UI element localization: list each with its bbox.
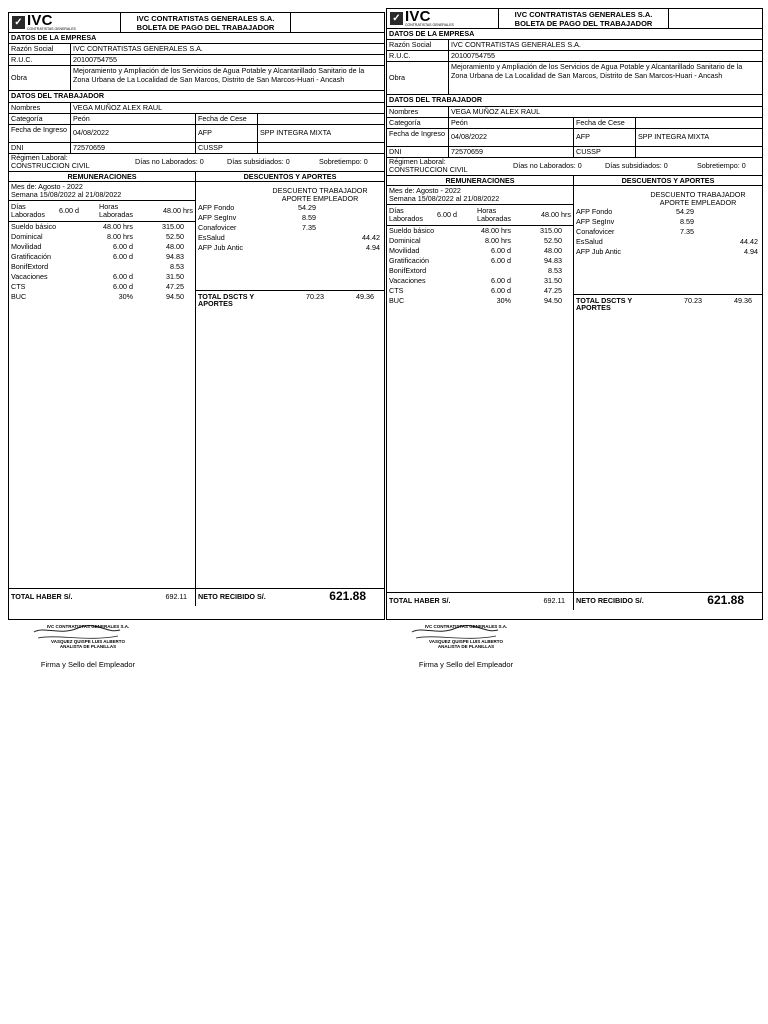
descuento-label: EsSalud — [576, 237, 603, 247]
company-logo — [387, 9, 499, 28]
ruc-value: 20100754755 — [451, 51, 495, 61]
descuento-label: AFP SegInv — [198, 213, 237, 223]
remuneracion-row — [387, 256, 573, 266]
regimen-label: Régimen Laboral: — [389, 157, 446, 167]
afp-value: SPP INTEGRA MIXTA — [260, 127, 332, 137]
remuneracion-label: Dominical — [11, 231, 43, 241]
signature-role: ANALISTA DE PLANILLAS — [437, 644, 495, 650]
remuneracion-amount: 47.25 — [166, 281, 184, 291]
semana-label: Semana 15/08/2022 al 21/08/2022 — [389, 193, 500, 203]
dias-subsidiados: Días subsidiados: 0 — [227, 156, 290, 166]
ruc-label: R.U.C. — [9, 55, 71, 65]
remuneracion-label: Gratificación — [11, 251, 51, 261]
remuneracion-qty: 6.00 d — [491, 255, 511, 265]
total-aporte-value: 49.36 — [356, 291, 374, 301]
remuneracion-row — [9, 242, 195, 252]
dni-label: DNI — [9, 143, 71, 153]
signature-caption: Firma y Sello del Empleador — [40, 660, 136, 669]
obra-label: Obra — [9, 66, 71, 90]
categoria-value: Peón — [71, 114, 196, 124]
remuneracion-qty: 48.00 hrs — [103, 221, 133, 231]
company-section-title: DATOS DE LA EMPRESA — [9, 33, 384, 44]
descuentos-list — [196, 204, 384, 254]
descuento-row — [196, 204, 384, 214]
remuneraciones-list — [9, 222, 195, 302]
obra-label: Obra — [387, 62, 449, 94]
remuneracion-row — [9, 272, 195, 282]
logo-check-icon: ✓ — [12, 16, 25, 29]
remuneracion-row — [387, 276, 573, 286]
descuento-label: Conafovicer — [576, 227, 615, 237]
horas-laboradas-value: 48.00 hrs — [163, 206, 193, 216]
descuento-row — [196, 214, 384, 224]
razon-social-value: IVC CONTRATISTAS GENERALES S.A. — [73, 44, 203, 54]
obra-value: Mejoramiento y Ampliación de los Servicios de Agua Potable y Alcantarillado Sanitario de la Zona Urbana de La Localidad de San Marcos, Distrito de San Marcos-Huari - Ancash — [73, 66, 365, 84]
dias-no-laborados: Días no Laborados: 0 — [135, 156, 204, 166]
remuneracion-row — [9, 292, 195, 302]
razon-social-label: Razón Social — [9, 44, 71, 54]
dias-laborados-value: 6.00 d — [437, 209, 457, 219]
total-haber-label: TOTAL HABER S/. — [11, 591, 73, 601]
total-descuento-value: 70.23 — [684, 295, 702, 305]
descuento-label: AFP Fondo — [576, 207, 613, 217]
mes-label: Mes de: Agosto - 2022 — [11, 181, 83, 191]
total-dscts-label: TOTAL DSCTS Y APORTES — [576, 295, 633, 313]
remuneracion-amount: 94.50 — [544, 295, 562, 305]
payslip-right — [386, 8, 763, 669]
remuneracion-qty: 6.00 d — [113, 251, 133, 261]
fecha-ingreso-value: 04/08/2022 — [71, 125, 196, 142]
company-logo — [9, 13, 121, 32]
fecha-ingreso-value: 04/08/2022 — [449, 129, 574, 146]
remuneracion-label: Movilidad — [389, 245, 420, 255]
total-haber-value: 692.11 — [165, 591, 187, 601]
neto-recibido-label: NETO RECIBIDO S/. — [576, 595, 644, 605]
remuneracion-qty: 8.00 hrs — [485, 235, 511, 245]
cussp-label: CUSSP — [574, 147, 636, 157]
dni-value: 72570659 — [449, 147, 574, 157]
nombres-label: Nombres — [387, 107, 449, 117]
descuentos-column — [196, 182, 384, 606]
remuneracion-row — [387, 226, 573, 236]
regimen-value: CONSTRUCCION CIVIL — [11, 161, 90, 171]
descuento-row — [196, 244, 384, 254]
descuento-label: AFP SegInv — [576, 217, 615, 227]
worker-section-title: DATOS DEL TRABAJADOR — [387, 95, 762, 106]
remuneracion-row — [9, 252, 195, 262]
remuneracion-row — [387, 266, 573, 276]
neto-recibido-value: 621.88 — [707, 593, 744, 608]
remuneracion-label: Gratificación — [389, 255, 429, 265]
remuneracion-amount: 315.00 — [162, 221, 184, 231]
aporte-empleador-header: APORTE EMPLEADOR — [659, 197, 737, 207]
signature-role: ANALISTA DE PLANILLAS — [59, 644, 117, 650]
remuneraciones-list — [387, 226, 573, 306]
nombres-label: Nombres — [9, 103, 71, 113]
categoria-value: Peón — [449, 118, 574, 128]
descuento-trabajador-value: 8.59 — [680, 217, 694, 227]
total-haber-value: 692.11 — [543, 595, 565, 605]
remuneracion-row — [387, 236, 573, 246]
sobretiempo: Sobretiempo: 0 — [319, 156, 368, 166]
descuento-row — [574, 248, 762, 258]
descuento-trabajador-value: 7.35 — [680, 227, 694, 237]
cussp-label: CUSSP — [196, 143, 258, 153]
remuneracion-qty: 6.00 d — [113, 241, 133, 251]
payslip-left — [8, 12, 385, 669]
semana-label: Semana 15/08/2022 al 21/08/2022 — [11, 189, 122, 199]
company-section-title: DATOS DE LA EMPRESA — [387, 29, 762, 40]
remuneraciones-title: REMUNERACIONES — [387, 176, 574, 185]
logo-subtitle: CONTRATISTAS GENERALES — [405, 23, 454, 28]
total-dscts-label: TOTAL DSCTS Y APORTES — [198, 291, 255, 309]
remuneracion-row — [9, 262, 195, 272]
descuento-trabajador-value: 54.29 — [676, 207, 694, 217]
descuento-row — [574, 228, 762, 238]
remuneracion-label: Dominical — [389, 235, 421, 245]
dias-subsidiados: Días subsidiados: 0 — [605, 160, 668, 170]
ruc-label: R.U.C. — [387, 51, 449, 61]
remuneracion-amount: 94.50 — [166, 291, 184, 301]
dni-label: DNI — [387, 147, 449, 157]
horas-laboradas-label: Horas Laboradas — [477, 206, 511, 224]
categoria-label: Categoría — [387, 118, 449, 128]
remuneracion-label: CTS — [389, 285, 404, 295]
signature-company: IVC CONTRATISTAS GENERALES S.A. — [46, 624, 130, 629]
horas-laboradas-value: 48.00 hrs — [541, 210, 571, 220]
remuneracion-amount: 8.53 — [170, 261, 184, 271]
remuneracion-row — [387, 246, 573, 256]
neto-recibido-label: NETO RECIBIDO S/. — [198, 591, 266, 601]
remuneracion-qty: 8.00 hrs — [107, 231, 133, 241]
regimen-value: CONSTRUCCION CIVIL — [389, 165, 468, 175]
remuneracion-amount: 48.00 — [544, 245, 562, 255]
remuneraciones-column — [9, 182, 196, 606]
fecha-ingreso-label: Fecha de Ingreso — [387, 129, 449, 146]
signature-caption: Firma y Sello del Empleador — [418, 660, 514, 669]
horas-laboradas-label: Horas Laboradas — [99, 202, 133, 220]
logo-text: IVC — [27, 13, 53, 30]
descuento-label: Conafovicer — [198, 223, 237, 233]
afp-label: AFP — [574, 129, 636, 146]
neto-recibido-value: 621.88 — [329, 589, 366, 604]
descuento-row — [196, 224, 384, 234]
remuneracion-amount: 48.00 — [166, 241, 184, 251]
nombres-value: VEGA MUÑOZ ALEX RAUL — [451, 106, 541, 116]
aporte-empleador-value: 4.94 — [744, 247, 758, 257]
mes-label: Mes de: Agosto - 2022 — [389, 185, 461, 195]
sobretiempo: Sobretiempo: 0 — [697, 160, 746, 170]
document-title: BOLETA DE PAGO DEL TRABAJADOR — [136, 23, 275, 32]
remuneracion-label: Vacaciones — [389, 275, 426, 285]
remuneracion-label: BUC — [11, 291, 27, 301]
signature-person: VASQUEZ QUISPE LUIS ALBERTO — [51, 638, 125, 644]
company-name-header: IVC CONTRATISTAS GENERALES S.A. — [136, 14, 275, 23]
company-name-header: IVC CONTRATISTAS GENERALES S.A. — [514, 10, 653, 19]
remuneracion-amount: 31.50 — [166, 271, 184, 281]
razon-social-value: IVC CONTRATISTAS GENERALES S.A. — [451, 40, 581, 50]
descuento-label: AFP Jub Antic — [576, 247, 622, 257]
document-title: BOLETA DE PAGO DEL TRABAJADOR — [514, 19, 653, 28]
regimen-label: Régimen Laboral: — [11, 153, 68, 163]
signature-person: VASQUEZ QUISPE LUIS ALBERTO — [429, 638, 503, 644]
signature-block — [386, 624, 546, 670]
logo-check-icon: ✓ — [390, 12, 403, 25]
remuneracion-row — [387, 296, 573, 306]
remuneraciones-title: REMUNERACIONES — [9, 172, 196, 181]
categoria-label: Categoría — [9, 114, 71, 124]
worker-section-title: DATOS DEL TRABAJADOR — [9, 91, 384, 102]
fecha-cese-label: Fecha de Cese — [574, 118, 636, 128]
descuento-trabajador-value: 8.59 — [302, 213, 316, 223]
aporte-empleador-value: 44.42 — [362, 233, 380, 243]
remuneracion-qty: 6.00 d — [491, 245, 511, 255]
dias-laborados-value: 6.00 d — [59, 205, 79, 215]
fecha-cese-label: Fecha de Cese — [196, 114, 258, 124]
remuneracion-label: BonifExtord — [389, 265, 427, 275]
descuentos-column — [574, 186, 762, 610]
obra-value: Mejoramiento y Ampliación de los Servicios de Agua Potable y Alcantarillado Sanitario de la Zona Urbana de La Localidad de San Marcos, Distrito de San Marcos-Huari - Ancash — [451, 62, 743, 80]
fecha-ingreso-label: Fecha de Ingreso — [9, 125, 71, 142]
remuneracion-amount: 52.50 — [544, 235, 562, 245]
payslip-frame — [386, 8, 763, 620]
remuneracion-amount: 94.83 — [544, 255, 562, 265]
aporte-empleador-header: APORTE EMPLEADOR — [281, 193, 359, 203]
remuneracion-qty: 6.00 d — [491, 275, 511, 285]
remuneracion-label: Sueldo básico — [389, 225, 435, 235]
remuneracion-qty: 30% — [496, 295, 511, 305]
logo-text: IVC — [405, 9, 431, 26]
descuento-row — [574, 238, 762, 248]
descuento-trabajador-value: 54.29 — [298, 203, 316, 213]
remuneraciones-column — [387, 186, 574, 610]
aporte-empleador-value: 4.94 — [366, 243, 380, 253]
dias-no-laborados: Días no Laborados: 0 — [513, 160, 582, 170]
total-descuento-value: 70.23 — [306, 291, 324, 301]
signature-company: IVC CONTRATISTAS GENERALES S.A. — [424, 624, 508, 629]
dias-laborados-label: Días Laborados — [389, 206, 423, 224]
razon-social-label: Razón Social — [387, 40, 449, 50]
ruc-value: 20100754755 — [73, 55, 117, 65]
remuneracion-amount: 47.25 — [544, 285, 562, 295]
remuneracion-label: BonifExtord — [11, 261, 49, 271]
payslip-frame — [8, 12, 385, 620]
logo-subtitle: CONTRATISTAS GENERALES — [27, 27, 76, 32]
afp-label: AFP — [196, 125, 258, 142]
descuento-trabajador-value: 7.35 — [302, 223, 316, 233]
remuneracion-label: CTS — [11, 281, 26, 291]
remuneracion-amount: 52.50 — [166, 231, 184, 241]
remuneracion-qty: 30% — [118, 291, 133, 301]
signature-block — [8, 624, 168, 670]
remuneracion-row — [387, 286, 573, 296]
remuneracion-row — [9, 232, 195, 242]
remuneracion-amount: 94.83 — [166, 251, 184, 261]
remuneracion-qty: 6.00 d — [113, 281, 133, 291]
nombres-value: VEGA MUÑOZ ALEX RAUL — [73, 102, 163, 112]
remuneracion-row — [9, 282, 195, 292]
remuneracion-label: Sueldo básico — [11, 221, 57, 231]
afp-value: SPP INTEGRA MIXTA — [638, 131, 710, 141]
aporte-empleador-value: 44.42 — [740, 237, 758, 247]
remuneracion-row — [9, 222, 195, 232]
descuentos-title: DESCUENTOS Y APORTES — [243, 171, 337, 181]
remuneracion-amount: 8.53 — [548, 265, 562, 275]
descuento-label: AFP Fondo — [198, 203, 235, 213]
descuento-trabajador-header: DESCUENTO TRABAJADOR — [650, 189, 746, 199]
remuneracion-amount: 315.00 — [540, 225, 562, 235]
total-haber-label: TOTAL HABER S/. — [389, 595, 451, 605]
dias-laborados-label: Días Laborados — [11, 202, 45, 220]
descuento-row — [196, 234, 384, 244]
descuentos-title: DESCUENTOS Y APORTES — [621, 175, 715, 185]
remuneracion-amount: 31.50 — [544, 275, 562, 285]
total-aporte-value: 49.36 — [734, 295, 752, 305]
descuento-label: EsSalud — [198, 233, 225, 243]
descuento-row — [574, 218, 762, 228]
remuneracion-label: BUC — [389, 295, 405, 305]
remuneracion-qty: 6.00 d — [491, 285, 511, 295]
remuneracion-label: Vacaciones — [11, 271, 48, 281]
remuneracion-qty: 48.00 hrs — [481, 225, 511, 235]
descuentos-list — [574, 208, 762, 258]
remuneracion-qty: 6.00 d — [113, 271, 133, 281]
descuento-label: AFP Jub Antic — [198, 243, 244, 253]
dni-value: 72570659 — [71, 143, 196, 153]
remuneracion-label: Movilidad — [11, 241, 42, 251]
descuento-row — [574, 208, 762, 218]
descuento-trabajador-header: DESCUENTO TRABAJADOR — [272, 185, 368, 195]
